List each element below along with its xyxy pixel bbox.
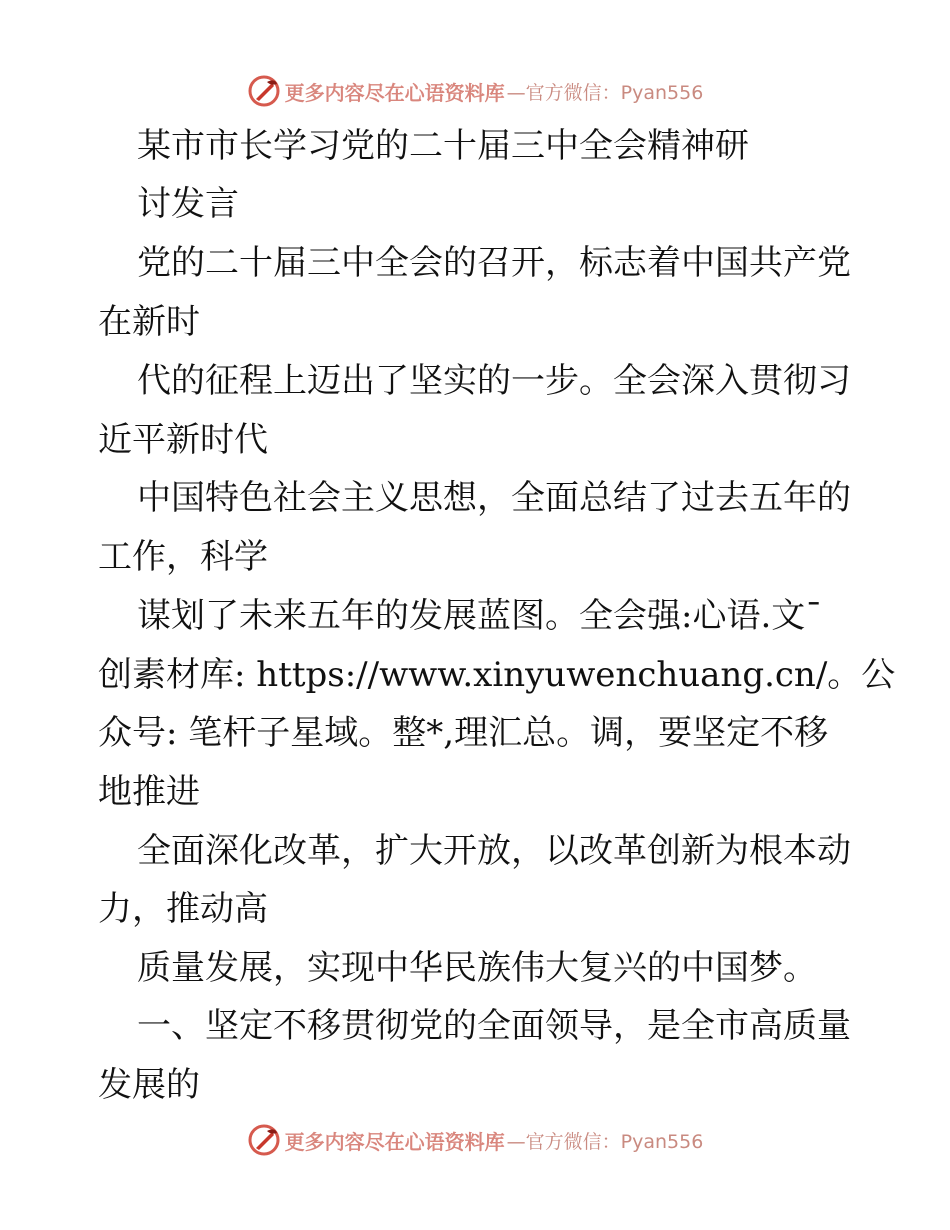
body-line: 众号: 笔杆子星域。整*,理汇总。调，要坚定不移	[98, 713, 829, 753]
footer-watermark-banner	[0, 1120, 950, 1160]
body-line: 力，推动高	[98, 889, 268, 929]
title-line-1: 某市市长学习党的二十届三中全会精神研	[137, 126, 749, 166]
body-line: 地推进	[98, 772, 200, 812]
body-line: 全面深化改革，扩大开放，以改革创新为根本动	[137, 831, 851, 871]
body-line: 创素材库: https://www.xinyuwenchuang.cn/。公	[98, 655, 896, 695]
body-line: 谋划了未来五年的发展蓝图。全会强:心语.文¯	[137, 596, 823, 636]
body-line: 发展的	[98, 1065, 200, 1105]
banner-site-text: 更多内容尽在心语资料库	[284, 1129, 505, 1154]
banner-wechat-text: —官方微信：Pyan556	[506, 81, 704, 104]
body-line: 代的征程上迈出了坚实的一步。全会深入贯彻习	[137, 361, 851, 401]
body-line: 党的二十届三中全会的召开，标志着中国共产党	[137, 243, 851, 283]
banner-site-text: 更多内容尽在心语资料库	[284, 80, 505, 105]
body-line: 一、坚定不移贯彻党的全面领导，是全市高质量	[137, 1006, 851, 1046]
body-line: 在新时	[98, 302, 200, 342]
quill-logo-icon	[247, 1123, 281, 1157]
banner-wechat-text: —官方微信：Pyan556	[506, 1130, 704, 1153]
quill-logo-icon	[247, 74, 281, 108]
body-line: 中国特色社会主义思想，全面总结了过去五年的	[137, 478, 851, 518]
body-line: 近平新时代	[98, 420, 268, 460]
body-line: 工作，科学	[98, 537, 268, 577]
body-line: 质量发展，实现中华民族伟大复兴的中国梦。	[137, 948, 817, 988]
title-line-2: 讨发言	[137, 184, 239, 224]
header-watermark-banner	[0, 71, 950, 111]
